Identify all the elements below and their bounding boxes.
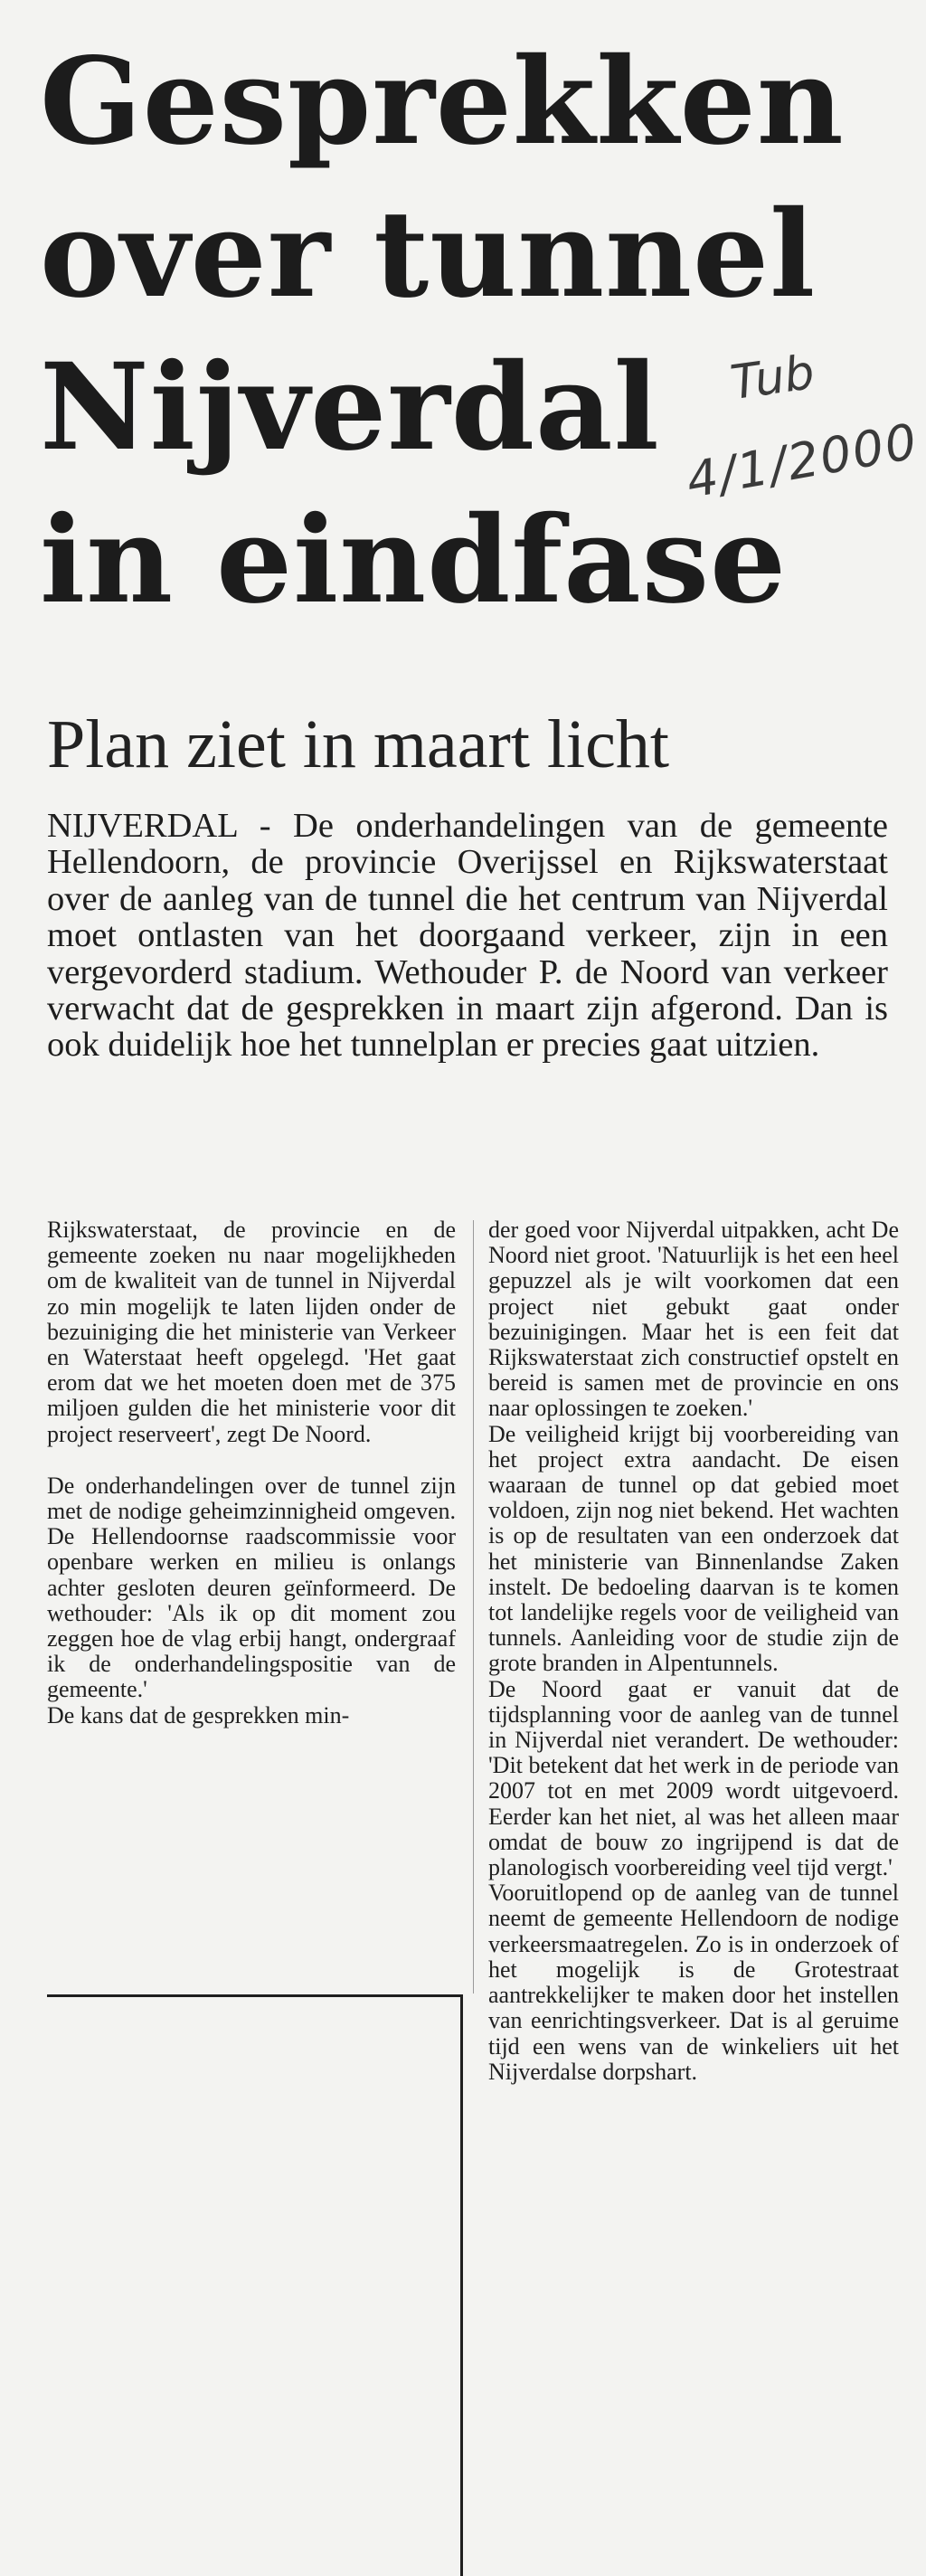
body-paragraph: Vooruitlopend op de aanleg van de tunnel neemt de gemeente Hellendoorn de nodige verkeersmaatregelen. Zo is in onderzoek of het mogelijk is de Grotestraat aantrekkelijker te maken door het instellen van eenrichtingsverkeer. Dat is al geruime tijd een wens van de winkeliers uit het Nijverdalse dorpshart. bbox=[488, 1880, 899, 2085]
headline bbox=[40, 25, 899, 637]
body-paragraph: De onderhandelingen over de tunnel zijn met de nodige geheimzinnigheid omgeven. De Hellendoornse raadscommissie voor openbare werken en milieu is onlangs achter gesloten deuren geïnformeerd. De wethouder: 'Als ik op dit moment zou zeggen hoe de vlag erbij hangt, ondergraaf ik de onderhandelingspositie van de gemeente.' bbox=[47, 1472, 456, 1703]
handwritten-date-note bbox=[676, 342, 921, 532]
left-column bbox=[47, 1217, 456, 1728]
handwritten-note-source: Tub bbox=[727, 345, 818, 412]
headline-line: in eindfase bbox=[40, 490, 788, 630]
body-paragraph: De veiligheid krijgt bij voorbereiding van het project extra aandacht. De eisen waaraan de tunnel op dat gebied moet voldoen, zijn nog niet bekend. Het wachten is op de resultaten van een onderzoek dat het ministerie van Binnenlandse Zaken instelt. De bedoeling daarvan is te komen tot landelijke regels voor de veiligheid van tunnels. Aanleiding voor de studie zijn de grote branden in Alpentunnels. bbox=[488, 1420, 899, 1677]
lead-paragraph: NIJVERDAL - De onderhandelingen van de gemeente Hellendoorn, de provincie Overijssel en Rijkswaterstaat over de aanleg van de tunnel die het centrum van Nijverdal moet ontlasten van het doorgaand verkeer, zijn in een vergevorderd stadium. Wethouder P. de Noord van verkeer verwacht dat de gesprekken in maart zijn afgerond. Dan is ook duidelijk hoe het tunnelplan er precies gaat uitzien. bbox=[47, 807, 888, 1065]
body-paragraph: der goed voor Nijverdal uitpakken, acht De Noord niet groot. 'Natuurlijk is het een heel gepuzzel als je wilt voorkomen dat een project niet gebukt gaat onder bezuinigingen. Maar het is een feit dat Rijkswaterstaat zich constructief opstelt en bereid is samen met de provincie en ons naar oplossingen te zoeken.' bbox=[488, 1217, 899, 1422]
headline-line: over tunnel bbox=[40, 185, 817, 325]
column-divider bbox=[473, 1220, 474, 1994]
handwritten-note-date: 4/1/2000 bbox=[682, 412, 923, 509]
right-column bbox=[488, 1217, 899, 2085]
body-paragraph: De kans dat de gesprekken min- bbox=[47, 1701, 350, 1728]
headline-line: Gesprekken bbox=[40, 32, 845, 172]
box-rule-horizontal bbox=[47, 1994, 463, 1997]
body-paragraph: Rijkswaterstaat, de provincie en de gemeente zoeken nu naar mogelijkheden om de kwaliteit van de tunnel in Nijverdal zo min mogelijk te laten lijden onder de bezuiniging die het ministerie van Verkeer en Waterstaat heeft opgelegd. 'Het gaat erom dat we het moeten doen met de 375 miljoen gulden die het ministerie voor dit project reserveert', zegt De Noord. bbox=[47, 1217, 456, 1447]
box-rule-vertical bbox=[460, 1994, 463, 2576]
subheadline: Plan ziet in maart licht bbox=[47, 706, 670, 782]
headline-line: Nijverdal bbox=[40, 337, 660, 478]
body-paragraph: De Noord gaat er vanuit dat de tijdsplanning voor de aanleg van de tunnel in Nijverdal niet verandert. De wethouder: 'Dit betekent dat het werk in de periode van 2007 tot en met 2009 wordt uitgevoerd. Eerder kan het niet, al was het alleen maar omdat de bouw zo ingrijpend is dat de planologisch voorbereiding veel tijd vergt.' bbox=[488, 1675, 899, 1881]
